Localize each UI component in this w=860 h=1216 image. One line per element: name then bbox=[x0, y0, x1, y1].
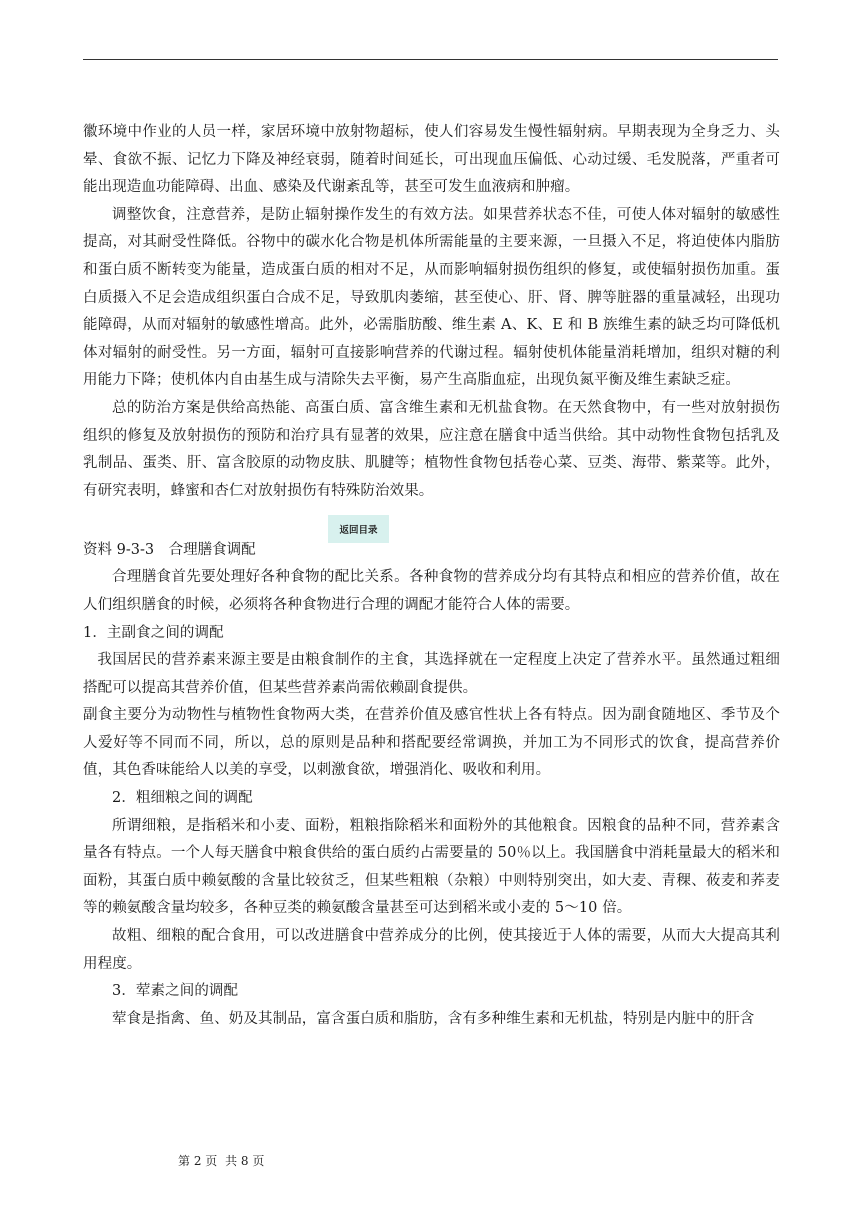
material-heading: 资料 9-3-3 合理膳食调配 bbox=[83, 542, 256, 559]
paragraph-intro: 合理膳食首先要处理好各种食物的配比关系。各种食物的营养成分均有其特点和相应的营养价值，故在人们组织膳食的时候，必须将各种食物进行合理的调配才能符合人体的需要。 bbox=[83, 569, 780, 613]
spacer bbox=[83, 505, 780, 536]
section-heading-meat-veg: 3．荤素之间的调配 bbox=[112, 983, 239, 1000]
paragraph-fine-grain: 所谓细粮，是指稻米和小麦、面粉，粗粮指除稻米和面粉外的其他粮食。因粮食的品种不同，营养素含量各有特点。一个人每天膳食中粮食供给的蛋白质约占需要量的 50％以上。我国膳食中消耗量最大的稻米和面粉，其蛋白质中赖氨酸的含量比较贫乏，但某些粗粮（杂粮）中则特别突出，如大麦、青稞、莜麦和荞麦等的赖氨酸含量均较多，各种豆类的赖氨酸含量甚至可达到稻米或小麦的 5～10 倍。 bbox=[83, 817, 780, 917]
page-total: 共 8 页 bbox=[225, 1154, 265, 1168]
paragraph-grain-mix: 故粗、细粮的配合食用，可以改进膳食中营养成分的比例，使其接近于人体的需要，从而大大提高其利用程度。 bbox=[83, 928, 780, 972]
page-footer bbox=[178, 1152, 268, 1169]
section-heading-coarse-fine: 2．粗细粮之间的调配 bbox=[112, 790, 253, 807]
back-to-toc-button[interactable]: 返回目录 bbox=[328, 515, 389, 543]
section-heading-staple-side: 1．主副食之间的调配 bbox=[83, 624, 224, 641]
paragraph-diet-adjustment: 调整饮食，注意营养，是防止辐射操作发生的有效方法。如果营养状态不佳，可使人体对辐射的敏感性提高，对其耐受性降低。谷物中的碳水化合物是机体所需能量的主要来源，一旦摄入不足，将迫使体内脂肪和蛋白质不断转变为能量，造成蛋白质的相对不足，从而影响辐射损伤组织的修复，或使辐射损伤加重。蛋白质摄入不足会造成组织蛋白合成不足，导致肌肉萎缩，甚至使心、肝、肾、脾等脏器的重量减轻，出现功能障碍，从而对辐射的敏感性增高。此外，必需脂肪酸、维生素 A、K、E 和 B 族维生素的缺乏均可降低机体对辐射的耐受性。另一方面，辐射可直接影响营养的代谢过程。辐射使机体能量消耗增加，组织对糖的利用能力下降；使机体内自由基生成与清除失去平衡，易产生高脂血症，出现负氮平衡及维生素缺乏症。 bbox=[83, 206, 780, 389]
header-rule bbox=[83, 59, 778, 60]
document-body bbox=[83, 119, 780, 1033]
paragraph-meat-food: 荤食是指禽、鱼、奶及其制品，富含蛋白质和脂肪，含有多种维生素和无机盐，特别是内脏中的肝含 bbox=[112, 1010, 755, 1027]
material-heading-row bbox=[83, 525, 780, 564]
paragraph-staple-food: 我国居民的营养素来源主要是由粮食制作的主食，其选择就在一定程度上决定了营养水平。虽然通过粗细搭配可以提高其营养价值，但某些营养素尚需依赖副食提供。 bbox=[83, 652, 780, 696]
paragraph-side-food: 副食主要分为动物性与植物性食物两大类，在营养价值及感官性状上各有特点。因为副食随地区、季节及个人爱好等不同而不同，所以，总的原则是品种和搭配要经常调换，并加工为不同形式的饮食，提高营养价值，其色香味能给人以美的享受，以刺激食欲，增强消化、吸收和利用。 bbox=[83, 707, 780, 779]
paragraph-radiation-symptoms: 徽环境中作业的人员一样，家居环境中放射物超标，使人们容易发生慢性辐射病。早期表现为全身乏力、头晕、食欲不振、记忆力下降及神经衰弱，随着时间延长，可出现血压偏低、心动过缓、毛发脱落，严重者可能出现造血功能障碍、出血、感染及代谢紊乱等，甚至可发生血液病和肿瘤。 bbox=[83, 124, 780, 196]
page-number: 第 2 页 bbox=[178, 1154, 218, 1168]
paragraph-prevention-plan: 总的防治方案是供给高热能、高蛋白质、富含维生素和无机盐食物。在天然食物中，有一些对放射损伤组织的修复及放射损伤的预防和治疗具有显著的效果，应注意在膳食中适当供给。其中动物性食物包括乳及乳制品、蛋类、肝、富含胶原的动物皮肤、肌腱等；植物性食物包括卷心菜、豆类、海带、紫菜等。此外，有研究表明，蜂蜜和杏仁对放射损伤有特殊防治效果。 bbox=[83, 399, 780, 499]
